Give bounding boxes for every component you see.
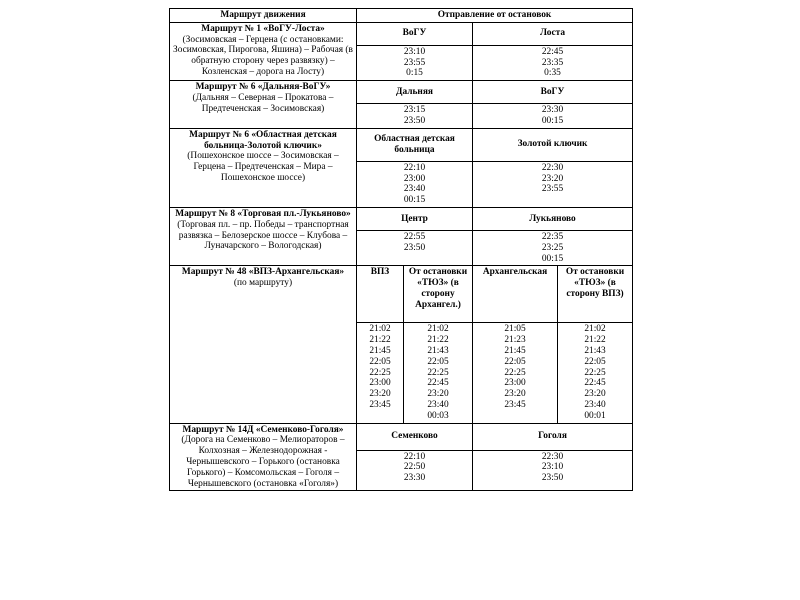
- departure-time: 21:22: [427, 335, 449, 346]
- departure-time: 00:15: [403, 195, 426, 206]
- departure-time: 22:05: [427, 356, 449, 367]
- route-desc: (Торговая пл. – пр. Победы – транспортная развязка – Белозерское шоссе – Клубова – Луначарского – Вологодская): [177, 219, 349, 252]
- route-48-cell: [170, 266, 357, 423]
- stop-b-times: [473, 104, 633, 129]
- departure-time: 23:00: [504, 378, 526, 389]
- route-48-stop-b: Архангельская: [473, 266, 558, 323]
- stop-b-times: [473, 230, 633, 265]
- departure-time: 22:45: [584, 378, 606, 389]
- stop-b-name: ВоГУ: [473, 81, 633, 104]
- departure-time: 22:05: [369, 356, 391, 367]
- route-14d-header-row: [170, 423, 633, 450]
- departure-time: 21:22: [584, 335, 606, 346]
- route-desc: (Пошехонское шоссе – Зосимовская – Герцена – Предтеченская – Мира – Пошехонское шоссе): [187, 151, 339, 184]
- departure-time: 22:55: [403, 231, 426, 242]
- departure-time: 23:20: [504, 389, 526, 400]
- route-14d-stop-b: Гоголя: [473, 423, 633, 450]
- departure-time: 22:35: [541, 231, 564, 242]
- departure-time: 21:23: [504, 335, 526, 346]
- departure-time: 22:45: [427, 378, 449, 389]
- route-48-stop-b2: От остановки «ТЮЗ» (в сторону ВПЗ): [558, 266, 633, 323]
- route-header-row: [170, 207, 633, 230]
- departure-time: 23:20: [584, 389, 606, 400]
- route-48-times-b: [473, 323, 558, 423]
- stop-a-times: [357, 104, 473, 129]
- route-14d-times-b: [473, 450, 633, 491]
- departure-time: 21:43: [427, 345, 449, 356]
- departure-time: 00:03: [427, 410, 449, 421]
- stop-a-times: [357, 161, 473, 207]
- departure-time: 22:10: [403, 162, 426, 173]
- departure-time: 0:35: [544, 68, 561, 79]
- departure-time: 21:45: [369, 345, 391, 356]
- departure-time: 21:22: [369, 335, 391, 346]
- route-14d-body: [170, 423, 633, 491]
- departure-time: 23:30: [403, 473, 426, 484]
- departure-time: 22:30: [541, 162, 564, 173]
- departure-time: 21:45: [504, 345, 526, 356]
- route-14d-times-a: [357, 450, 473, 491]
- departure-time: 00:15: [541, 116, 564, 126]
- route-48-body: [170, 266, 633, 423]
- departure-time: 23:00: [403, 173, 426, 184]
- route-header-row: [170, 128, 633, 161]
- stop-b-name: Лукьяново: [473, 207, 633, 230]
- departure-time: 23:55: [541, 184, 564, 195]
- route-header-row: [170, 81, 633, 104]
- route-cell: [170, 128, 357, 207]
- departure-time: 22:10: [403, 451, 426, 462]
- departure-time: 23:40: [403, 184, 426, 195]
- departure-time: 23:50: [541, 473, 564, 484]
- route-14d-cell: [170, 423, 357, 491]
- departure-time: 23:20: [541, 173, 564, 184]
- departure-time: 21:02: [427, 324, 449, 335]
- routes-body: [170, 22, 633, 266]
- route-desc: (Дальняя – Северная – Прокатова – Предтеченская – Зосимовская): [192, 93, 334, 114]
- departure-time: 0:15: [406, 68, 423, 79]
- route-48-times-a2: [404, 323, 473, 423]
- stop-a-name: Дальняя: [357, 81, 473, 104]
- departure-time: 00:15: [541, 253, 564, 264]
- departure-time: 22:45: [541, 46, 564, 57]
- stop-b-times: [473, 45, 633, 80]
- stop-b-name: Лоста: [473, 22, 633, 45]
- route-header-row: [170, 22, 633, 45]
- route-48-header-row: [170, 266, 633, 323]
- departure-time: 23:00: [369, 378, 391, 389]
- departure-time: 22:25: [504, 367, 526, 378]
- departure-time: 22:05: [504, 356, 526, 367]
- departure-time: 22:30: [541, 451, 564, 462]
- route-48-times-a: [357, 323, 404, 423]
- route-cell: [170, 22, 357, 80]
- departure-time: 23:55: [403, 57, 426, 68]
- route-desc: (Зосимовская – Герцена (с остановками: Зосимовская, Пирогова, Яшина) – Рабочая (в обратную сторону через развязку) – Козленская – дорога на Лосту): [173, 34, 353, 78]
- route-48-desc: (по маршруту): [233, 278, 293, 289]
- route-name: Маршрут № 6 «Областная детская больница-Золотой ключик»: [189, 129, 337, 151]
- stop-a-times: [357, 230, 473, 265]
- departure-time: 21:02: [584, 324, 606, 335]
- stop-a-times: [357, 45, 473, 80]
- departure-time: 22:05: [584, 356, 606, 367]
- route-48-name: Маршрут № 48 «ВПЗ-Архангельская»: [181, 267, 345, 278]
- route-name: Маршрут № 6 «Дальняя-ВоГУ»: [195, 82, 331, 93]
- departure-time: 22:25: [584, 367, 606, 378]
- route-name: Маршрут № 8 «Торговая пл.-Лукьяново»: [175, 208, 351, 219]
- stop-b-times: [473, 161, 633, 207]
- route-14d-name: Маршрут № 14Д «Семенково-Гоголя»: [182, 424, 344, 435]
- route-14d-desc: (Дорога на Семенково – Мелиораторов – Колхозная – Железнодорожная - Чернышевского – Горького (остановка Горького) – Комсомольская – Гоголя – Чернышевского (остановка «Гоголя»): [181, 435, 345, 489]
- schedule-table: [169, 8, 633, 491]
- stop-a-name: Центр: [357, 207, 473, 230]
- departure-time: 23:40: [584, 399, 606, 410]
- route-14d-stop-a: Семенково: [357, 423, 473, 450]
- departure-time: 22:25: [369, 367, 391, 378]
- departure-time: 23:45: [504, 399, 526, 410]
- departure-time: 23:50: [403, 242, 426, 253]
- departure-time: 23:10: [403, 46, 426, 57]
- route-name: Маршрут № 1 «ВоГУ-Лоста»: [201, 23, 325, 34]
- departure-time: 23:20: [369, 389, 391, 400]
- departure-time: 00:01: [584, 410, 606, 421]
- route-48-times-b2: [558, 323, 633, 423]
- departure-time: 21:43: [584, 345, 606, 356]
- departure-column-header: Отправление от остановок: [357, 9, 633, 23]
- departure-time: 21:02: [369, 324, 391, 335]
- departure-time: 23:15: [403, 105, 426, 116]
- departure-time: 23:40: [427, 399, 449, 410]
- stop-a-name: Областная детская больница: [357, 128, 473, 161]
- departure-time: 22:25: [427, 367, 449, 378]
- departure-time: 22:50: [403, 462, 426, 473]
- departure-time: 23:50: [403, 116, 426, 126]
- route-cell: [170, 207, 357, 265]
- route-48-stop-a: ВПЗ: [357, 266, 404, 323]
- departure-time: 23:35: [541, 57, 564, 68]
- departure-time: 23:45: [369, 399, 391, 410]
- route-48-stop-a2: От остановки «ТЮЗ» (в сторону Архангел.): [404, 266, 473, 323]
- route-column-header: Маршрут движения: [170, 9, 357, 23]
- departure-time: 23:30: [541, 105, 564, 116]
- departure-time: 23:25: [541, 242, 564, 253]
- stop-b-name: Золотой ключик: [473, 128, 633, 161]
- stop-a-name: ВоГУ: [357, 22, 473, 45]
- departure-time: 23:20: [427, 389, 449, 400]
- route-cell: [170, 81, 357, 129]
- header-row: [170, 9, 633, 23]
- departure-time: 21:05: [504, 324, 526, 335]
- departure-time: 23:10: [541, 462, 564, 473]
